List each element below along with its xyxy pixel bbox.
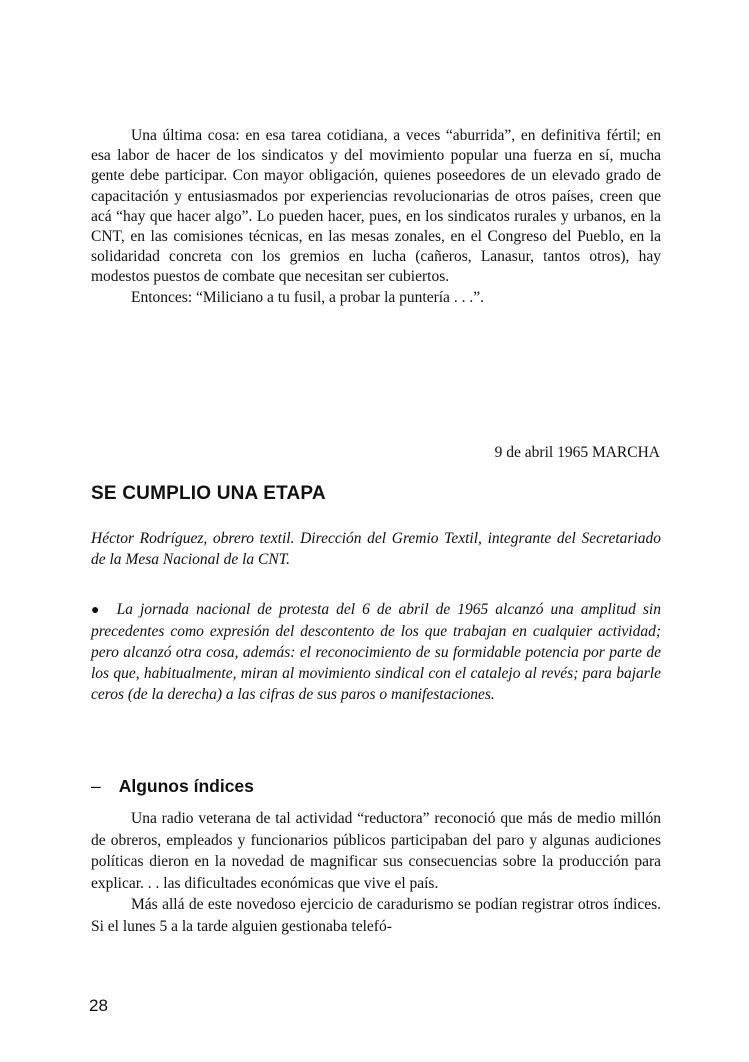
bullet-icon: ●	[91, 603, 103, 618]
intro-text: La jornada nacional de protesta del 6 de abril de 1965 alcanzó una amplitud sin precedentes como expresión del descontento de los que trabajan en cualquier actividad; pero alcanzó otra cosa, además: el reconocimiento de su formidable potencia por parte de los que, habitualmente, miran al movimiento sindical con el catalejo al revés; para bajarle ceros (de la derecha) a las cifras de sus paros o manifestaciones.	[91, 601, 661, 703]
date-source-line: 9 de abril 1965 MARCHA	[494, 444, 660, 461]
paragraph-radio: Una radio veterana de tal actividad “reductora” reconoció que más de medio millón de obreros, empleados y funcionarios públicos participaban del paro y algunas audiciones políticas dieron en la novedad de magnificar sus consecuencias sobre la producción para explicar. . . las dificultades económicas que vive el país.	[91, 810, 661, 892]
intro-paragraph	[91, 599, 661, 705]
closing-text-block	[91, 126, 661, 308]
author-byline: Héctor Rodríguez, obrero textil. Dirección del Gremio Textil, integrante del Secretariado de la Mesa Nacional de la CNT.	[91, 530, 661, 568]
paragraph-indices: Más allá de este novedoso ejercicio de caradurismo se podían registrar otros índices. Si el lunes 5 a la tarde alguien gestionaba telefó-	[91, 896, 661, 935]
paragraph-final-note: Una última cosa: en esa tarea cotidiana, a veces “aburrida”, en definitiva fértil; en esa labor de hacer de los sindicatos y del movimiento popular una fuerza en sí, mucha gente debe participar. Con mayor obligación, quienes poseedores de un elevado grado de capacitación y entusiasmados por experiencias revolucionarias de otros países, creen que acá “hay que hacer algo”. Lo pueden hacer, pues, en los sindicatos rurales y urbanos, en la CNT, en las comisiones técnicas, en las mesas zonales, en el Congreso del Pueblo, en la solidaridad concreta con los gremios en lucha (cañeros, Lanasur, tantos otros), hay modestos puestos de combate que necesitan ser cubiertos.	[91, 127, 661, 286]
paragraph-miliciano-quote: Entonces: “Miliciano a tu fusil, a probar la puntería . . .”.	[131, 288, 484, 306]
subheading-text: Algunos índices	[118, 776, 254, 796]
page-number: 28	[89, 996, 108, 1015]
subheading	[91, 776, 651, 797]
section-title: SE CUMPLIO UNA ETAPA	[91, 483, 326, 504]
intro-block	[91, 599, 661, 705]
subheading-dash: –	[91, 776, 101, 796]
section-body	[91, 808, 661, 937]
